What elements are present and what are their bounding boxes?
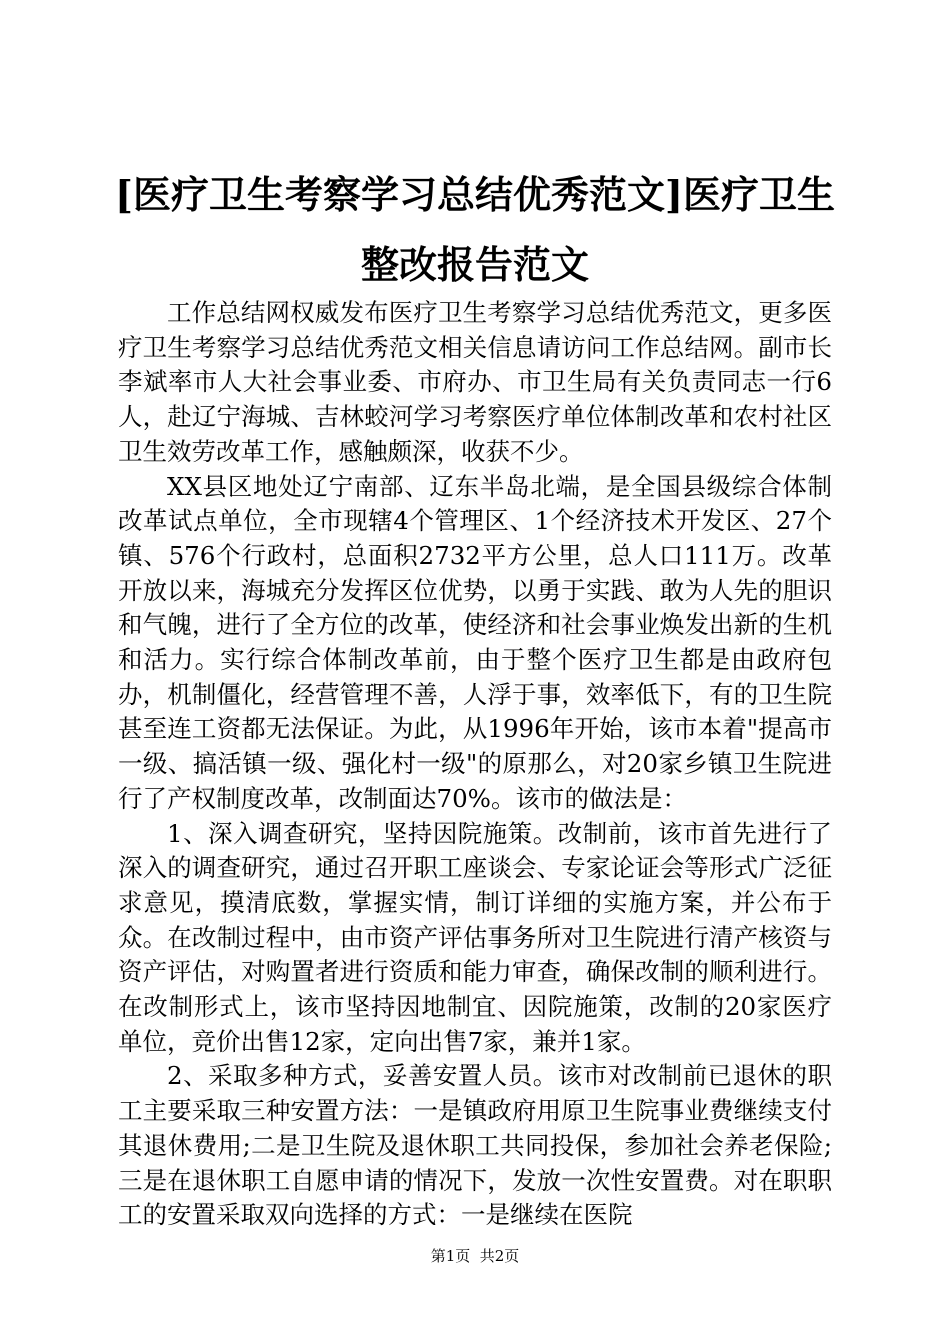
paragraph-3: 1、深入调查研究，坚持因院施策。改制前，该市首先进行了深入的调查研究，通过召开职工座谈会、专家论证会等形式广泛征求意见，摸清底数，掌握实情，制订详细的实施方案，并公布于众。在改制过程中，由市资产评估事务所对卫生院进行清产核资与资产评估，对购置者进行资质和能力审查，确保改制的顺利进行。在改制形式上，该市坚持因地制宜、因院施策，改制的20家医疗单位，竞价出售12家，定向出售7家，兼并1家。 [118,818,832,1056]
paragraph-2: XX县区地处辽宁南部、辽东半岛北端，是全国县级综合体制改革试点单位，全市现辖4个管理区、1个经济技术开发区、27个镇、576个行政村，总面积2732平方公里，总人口111万。改革开放以来，海城充分发挥区位优势，以勇于实践、敢为人先的胆识和气魄，进行了全方位的改革，使经济和社会事业焕发出新的生机和活力。实行综合体制改革前，由于整个医疗卫生都是由政府包办，机制僵化，经营管理不善，人浮于事，效率低下，有的卫生院甚至连工资都无法保证。为此，从1996年开始，该市本着"提高市一级、搞活镇一级、强化村一级"的原那么，对20家乡镇卫生院进行了产权制度改革，改制面达70%。该市的做法是： [118,471,832,813]
document-body [118,296,832,1233]
paragraph-1: 工作总结网权威发布医疗卫生考察学习总结优秀范文，更多医疗卫生考察学习总结优秀范文相关信息请访问工作总结网。副市长李斌率市人大社会事业委、市府办、市卫生局有关负责同志一行6人，赴辽宁海城、吉林蛟河学习考察医疗单位体制改革和农村社区卫生效劳改革工作，感触颇深，收获不少。 [118,298,832,466]
page-footer: 第1页 共2页 [430,1247,520,1265]
paragraph-4: 2、采取多种方式，妥善安置人员。该市对改制前已退休的职工主要采取三种安置方法：一是镇政府用原卫生院事业费继续支付其退休费用;二是卫生院及退休职工共同投保，参加社会养老保险;三是在退休职工自愿申请的情况下，发放一次性安置费。对在职职工的安置采取双向选择的方式：一是继续在医院 [118,1061,832,1230]
document-title: [医疗卫生考察学习总结优秀范文]医疗卫生整改报告范文 [115,172,835,287]
